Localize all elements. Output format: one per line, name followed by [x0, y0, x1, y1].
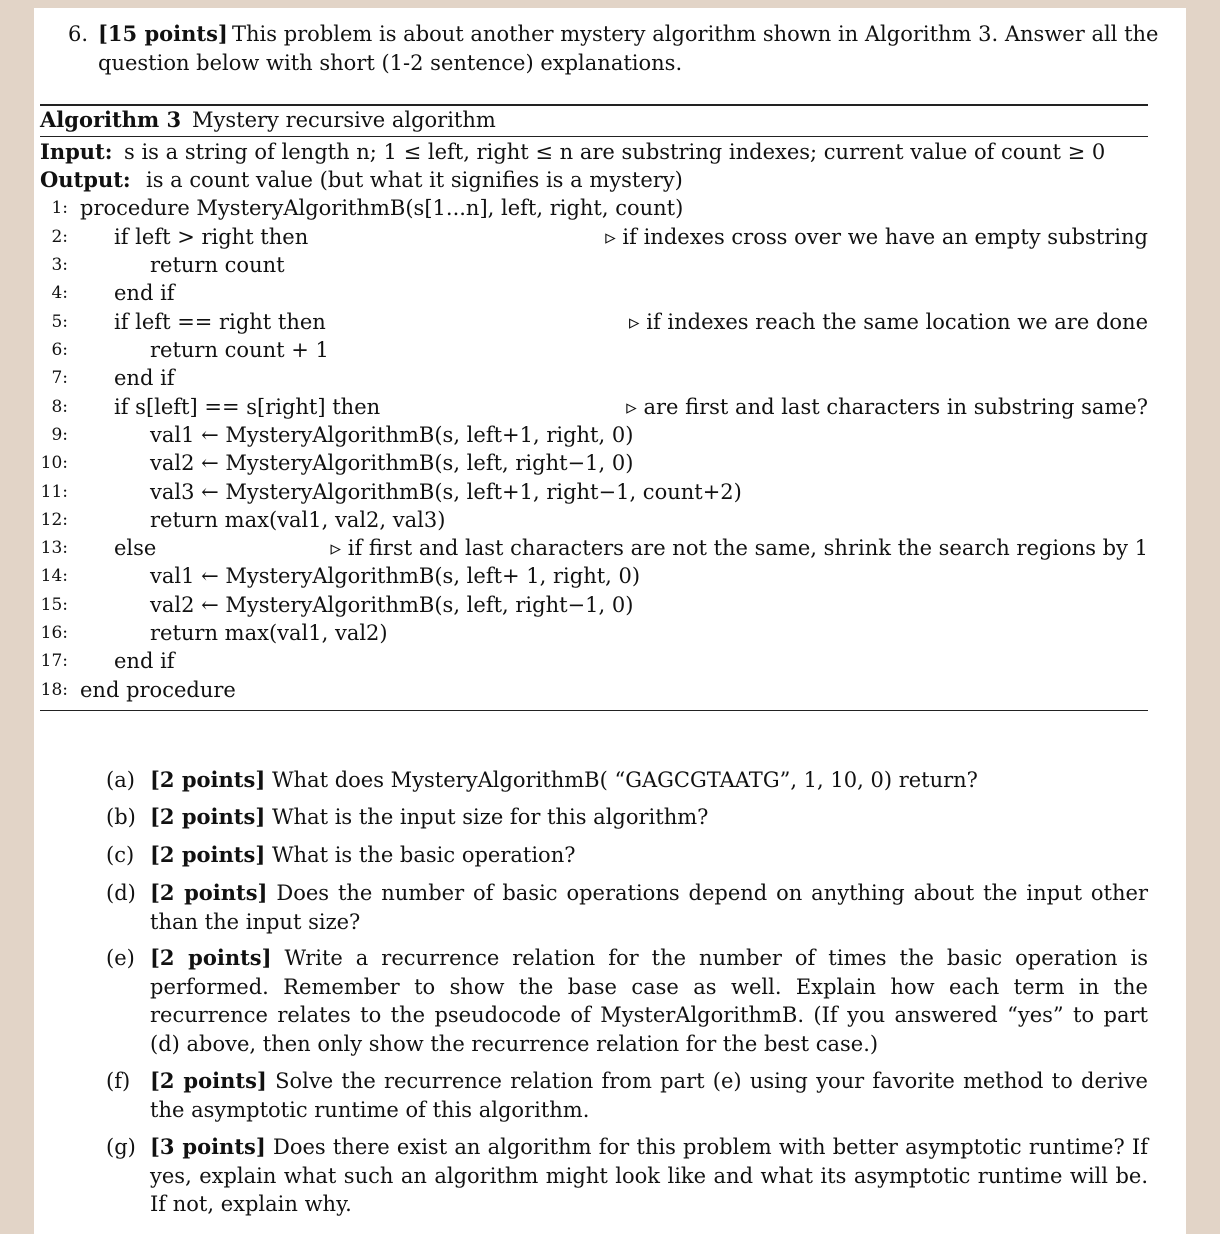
question-a — [150, 766, 1148, 795]
line-number: 14: — [40, 566, 68, 586]
question-label-f: (f) — [106, 1069, 131, 1093]
code-line-3: return count — [150, 253, 285, 277]
question-label-b: (b) — [106, 805, 136, 829]
line-number: 2: — [51, 227, 68, 247]
question-text: What does MysteryAlgorithmB( “GAGCGTAATG”, 1, 10, 0) return? — [271, 768, 978, 792]
code-line-18: end procedure — [80, 678, 236, 702]
code-line-13: else — [114, 536, 157, 560]
question-label-c: (c) — [106, 843, 135, 867]
question-c — [150, 841, 1148, 870]
line-number: 3: — [51, 255, 68, 275]
problem-intro-line1: This problem is about another mystery algorithm shown in Algorithm 3. Answer all the — [232, 22, 1159, 46]
comment-line-13: ▹ if first and last characters are not the same, shrink the search regions by 1 — [330, 536, 1148, 560]
question-text: Does the number of basic operations depend on anything about the input other than the input size? — [150, 881, 1148, 934]
input-description: s is a string of length n; 1 ≤ left, right ≤ n are substring indexes; current value of count ≥ 0 — [124, 140, 1106, 164]
question-text: What is the input size for this algorithm? — [271, 805, 709, 829]
comment-line-5: ▹ if indexes reach the same location we are done — [629, 310, 1148, 334]
question-points: [3 points] — [150, 1134, 266, 1159]
line-number: 8: — [51, 397, 68, 417]
line-number: 9: — [51, 425, 68, 445]
question-points: [2 points] — [150, 1068, 267, 1093]
code-line-17: end if — [114, 649, 175, 673]
comment-line-2: ▹ if indexes cross over we have an empty substring — [605, 225, 1148, 249]
code-line-2: if left > right then — [114, 225, 309, 249]
line-number: 6: — [51, 340, 68, 360]
question-text: Write a recurrence relation for the number of times the basic operation is performed. Remember to show the base case as well. Explain how each term in the recurrence relates to the pseudocode of MysterAlgorithmB. (If you answered “yes” to part (d) above, then only show the recurrence relation for the best case.) — [150, 946, 1148, 1056]
input-label: Input: — [40, 139, 113, 164]
algorithm-bottom-rule — [40, 710, 1148, 711]
question-d — [150, 879, 1148, 936]
question-label-a: (a) — [106, 768, 135, 792]
question-text: Solve the recurrence relation from part (e) using your favorite method to derive the asymptotic runtime of this algorithm. — [150, 1069, 1148, 1122]
problem-number: 6. — [68, 22, 89, 46]
line-number: 10: — [40, 453, 68, 473]
line-number: 13: — [40, 538, 68, 558]
code-line-4: end if — [114, 281, 175, 305]
code-line-14: val1 ← MysteryAlgorithmB(s, left+ 1, right, 0) — [150, 564, 641, 588]
question-g — [150, 1133, 1148, 1219]
question-points: [2 points] — [150, 804, 266, 829]
question-f — [150, 1067, 1148, 1124]
algorithm-title: Mystery recursive algorithm — [192, 108, 496, 132]
code-line-7: end if — [114, 366, 175, 390]
comment-line-8: ▹ are first and last characters in substring same? — [626, 395, 1148, 419]
line-number: 15: — [40, 595, 68, 615]
question-points: [2 points] — [150, 945, 272, 970]
question-points: [2 points] — [150, 767, 266, 792]
algorithm-label: Algorithm 3 — [40, 107, 182, 132]
output-description: is a count value (but what it signifies is a mystery) — [146, 168, 683, 192]
line-number: 4: — [51, 283, 68, 303]
code-line-15: val2 ← MysteryAlgorithmB(s, left, right−1, 0) — [150, 593, 634, 617]
line-number: 7: — [51, 368, 68, 388]
output-label: Output: — [40, 167, 131, 192]
code-line-12: return max(val1, val2, val3) — [150, 508, 446, 532]
question-points: [2 points] — [150, 842, 266, 867]
code-line-11: val3 ← MysteryAlgorithmB(s, left+1, right−1, count+2) — [150, 480, 742, 504]
line-number: 11: — [40, 482, 68, 502]
question-e — [150, 944, 1148, 1058]
problem-points: [15 points] — [98, 21, 228, 46]
code-line-9: val1 ← MysteryAlgorithmB(s, left+1, right, 0) — [150, 423, 634, 447]
problem-intro-line2: question below with short (1-2 sentence) explanations. — [98, 51, 683, 75]
algorithm-header-rule — [40, 136, 1148, 137]
line-number: 18: — [40, 680, 68, 700]
line-number: 17: — [40, 651, 68, 671]
question-label-e: (e) — [106, 946, 135, 970]
code-line-6: return count + 1 — [150, 338, 329, 362]
question-points: [2 points] — [150, 880, 268, 905]
code-line-10: val2 ← MysteryAlgorithmB(s, left, right−1, 0) — [150, 451, 634, 475]
line-number: 16: — [40, 623, 68, 643]
question-b — [150, 803, 1148, 832]
question-text: What is the basic operation? — [271, 843, 576, 867]
line-number: 12: — [40, 510, 68, 530]
code-line-16: return max(val1, val2) — [150, 621, 388, 645]
code-line-1: procedure MysteryAlgorithmB(s[1...n], left, right, count) — [80, 196, 684, 220]
question-text: Does there exist an algorithm for this problem with better asymptotic runtime? If yes, explain what such an algorithm might look like and what its asymptotic runtime will be. If not, explain why. — [150, 1135, 1148, 1217]
code-line-8: if s[left] == s[right] then — [114, 395, 381, 419]
line-number: 1: — [51, 198, 68, 218]
line-number: 5: — [51, 312, 68, 332]
code-line-5: if left == right then — [114, 310, 326, 334]
question-label-d: (d) — [106, 881, 136, 905]
question-label-g: (g) — [106, 1135, 136, 1159]
